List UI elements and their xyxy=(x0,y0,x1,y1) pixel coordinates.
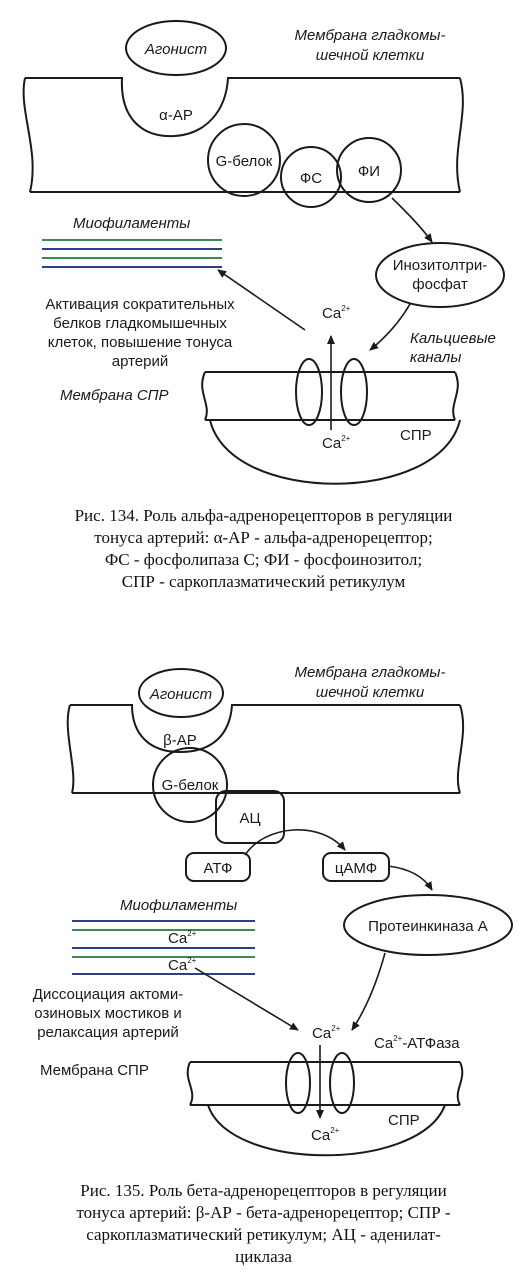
cell-membrane-top-line xyxy=(70,705,460,752)
calcium-channel-right xyxy=(341,359,367,425)
cell-membrane-left-edge xyxy=(68,705,74,793)
camp-label: цАМФ xyxy=(334,860,378,877)
caption-line: Рис. 134. Роль альфа-адренорецепторов в регуляции xyxy=(74,506,453,525)
cell-membrane-label-2: шечной клетки xyxy=(315,47,425,64)
agonist-label: Агонист xyxy=(149,686,213,703)
spr-label: СПР xyxy=(388,1112,420,1129)
ca-bottom-label: $Ca^{2+}$ xyxy=(311,1126,340,1144)
cell-membrane-right-edge xyxy=(458,705,463,793)
caption-line: СПР - саркоплазматический ретикулум xyxy=(121,572,406,591)
spr-membrane-label: Мембрана СПР xyxy=(60,387,169,404)
agonist-label: Агонист xyxy=(144,41,208,58)
caption-line: Рис. 135. Роль бета-адренорецепторов в регуляции xyxy=(80,1181,447,1200)
spr-membrane-right-edge xyxy=(458,1062,463,1105)
ca-filament-2-label: $Ca^{2+}$ xyxy=(168,956,197,974)
cell-membrane-label-2: шечной клетки xyxy=(315,684,425,701)
cell-membrane-label-1: Мембрана гладкомы- xyxy=(294,664,446,681)
phospholipase-label: ФС xyxy=(299,170,323,187)
cell-membrane-right-edge xyxy=(457,78,463,192)
alpha-receptor-label: α-АР xyxy=(159,107,193,124)
caption-line: ФС - фосфолипаза С; ФИ - фосфоинозитол; xyxy=(104,550,423,569)
cell-membrane-top-line xyxy=(25,78,460,136)
cell-membrane-label-1: Мембрана гладкомы- xyxy=(294,27,446,44)
spr-membrane-right-edge xyxy=(453,372,458,420)
spr-label: СПР xyxy=(400,427,432,444)
activation-label-4: артерий xyxy=(111,353,169,370)
g-protein-label: G-белок xyxy=(215,153,273,170)
myofilaments-label: Миофиламенты xyxy=(73,215,191,232)
activation-label-3: клеток, повышение тонуса xyxy=(47,334,233,351)
ca-filament-1-label: $Ca^{2+}$ xyxy=(168,929,197,947)
ip3-to-channels-arrow xyxy=(370,304,410,350)
ca-top-label: $Ca^{2+}$ xyxy=(322,304,351,322)
activation-label-1: Активация сократительных xyxy=(45,296,235,313)
ca-dissociation-arrow xyxy=(195,968,298,1030)
atp-label: АТФ xyxy=(203,860,233,877)
atpase-label: $Ca^{2+}$-АТФаза xyxy=(374,1034,460,1052)
dissociation-label-3: релаксация артерий xyxy=(37,1024,179,1041)
fi-to-ip3-arrow xyxy=(392,198,432,242)
pka-to-atpase-arrow xyxy=(352,953,385,1030)
ca-bottom-label: $Ca^{2+}$ xyxy=(322,434,351,452)
adenylate-cyclase-label: АЦ xyxy=(239,810,261,827)
figure-135-caption xyxy=(8,1180,519,1268)
channels-label-2: каналы xyxy=(410,349,462,366)
dissociation-label-2: озиновых мостиков и xyxy=(34,1005,182,1022)
myofilaments-label: Миофиламенты xyxy=(120,897,238,914)
caption-line: саркоплазматический ретикулум; АЦ - аденилат- xyxy=(86,1225,441,1244)
caption-line: тонуса артерий: α-АР - альфа-адренорецептор; xyxy=(94,528,433,547)
ca-top-label: $Ca^{2+}$ xyxy=(312,1024,341,1042)
ip3-label-2: фосфат xyxy=(412,276,468,293)
ip3-label-1: Инозитолтри- xyxy=(392,257,488,274)
dissociation-label-1: Диссоциация актоми- xyxy=(32,986,184,1003)
phosphoinositol-label: ФИ xyxy=(357,163,381,180)
caption-line: тонуса артерий: β-АР - бета-адренорецептор; СПР - xyxy=(76,1203,451,1222)
figure-134-caption xyxy=(8,505,519,593)
figure-135 xyxy=(33,664,512,1155)
spr-membrane-label: Мембрана СПР xyxy=(40,1062,149,1079)
spr-membrane-left-edge xyxy=(188,1062,193,1105)
activation-label-2: белков гладкомышечных xyxy=(53,315,227,332)
camp-to-pka-arrow xyxy=(388,866,432,890)
g-protein-label: G-белок xyxy=(161,777,219,794)
ip3-ellipse xyxy=(376,243,504,307)
calcium-channel-left xyxy=(296,359,322,425)
figure-134 xyxy=(24,21,504,484)
cell-membrane-left-edge xyxy=(24,78,33,192)
pka-label: Протеинкиназа А xyxy=(368,918,488,935)
channels-label-1: Кальциевые xyxy=(410,330,496,347)
beta-receptor-label: β-АР xyxy=(163,732,197,749)
spr-membrane-left-edge xyxy=(202,372,207,420)
caption-line: циклаза xyxy=(235,1247,292,1266)
